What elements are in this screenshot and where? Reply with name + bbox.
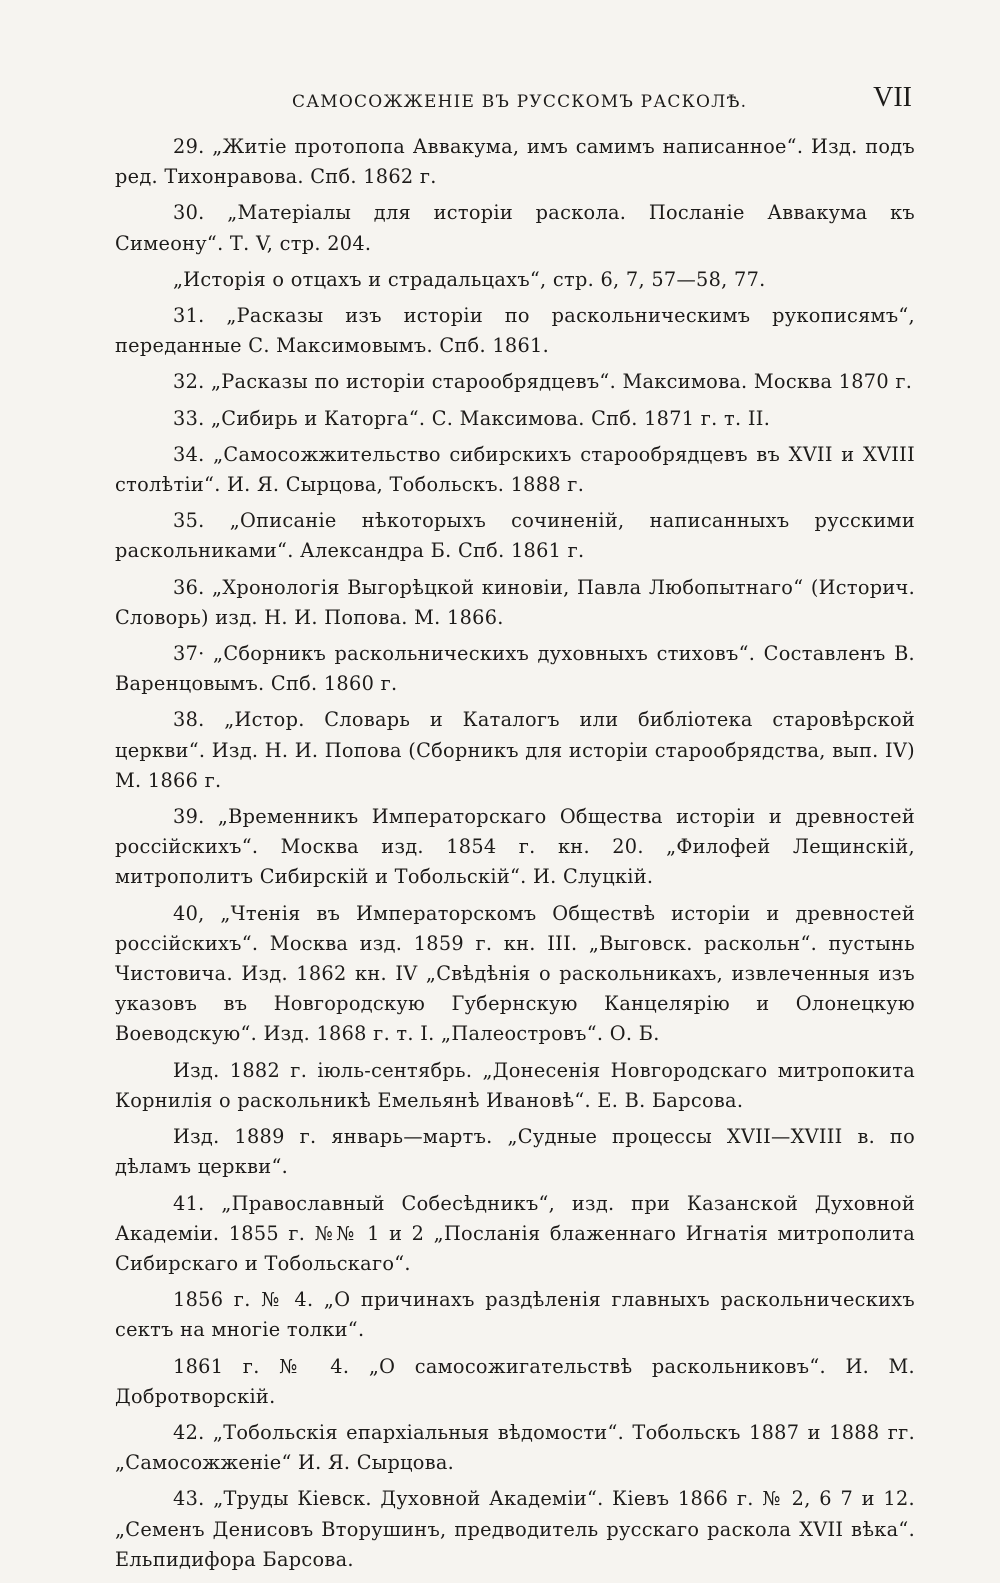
- entry-32: 32. „Расказы по исторіи старообрядцевъ“. Максимова. Москва 1870 г.: [173, 370, 913, 394]
- entry-30: 30. „Матеріалы для исторіи раскола. Посланіе Аввакума къ Симеону“. Т. V, стр. 204.: [115, 201, 915, 255]
- entry-41-1856: 1856 г. № 4. „О причинахъ раздѣленія главныхъ раскольническихъ сектъ на многіе толки“.: [115, 1288, 915, 1342]
- entry-41: 41. „Православный Собесѣдникъ“, изд. при Казанской Духовной Академіи. 1855 г. №№ 1 и 2 „Посланія блаженнаго Игнатія митрополита Сибирскаго и Тобольскаго“.: [115, 1191, 915, 1275]
- entry-40: 40, „Чтенія въ Императорскомъ Обществѣ исторіи и древностей россійскихъ“. Москва изд. 1859 г. кн. III. „Выговск. раскольн“. пустынь Чистовича. Изд. 1862 кн. IV „Свѣдѣнія о раскольникахъ, извлеченныя изъ указовъ въ Новгородскую Губернскую Канцелярію и Олонецкую Воеводскую“. Изд. 1868 г. т. I. „Палеостровъ“. О. Б.: [115, 901, 915, 1046]
- running-head: [112, 82, 912, 122]
- entry-31: 31. „Расказы изъ исторіи по раскольническимъ рукописямъ“, переданные С. Максимовымъ. Спб. 1861.: [115, 304, 915, 358]
- bibliography-list: [115, 132, 915, 1581]
- entry-35: 35. „Описаніе нѣкоторыхъ сочиненій, написанныхъ русскими раскольниками“. Александра Б. Спб. 1861 г.: [115, 509, 915, 563]
- entry-41-1861: 1861 г. № 4. „О самосожигательствѣ раскольниковъ“. И. М. Добротворскій.: [115, 1354, 915, 1408]
- entry-38: 38. „Истор. Словарь и Каталогъ или библіотека старовѣрской церкви“. Изд. Н. И. Попова (Сборникъ для исторіи старообрядства, вып. IV) М. 1866 г.: [115, 708, 915, 792]
- entry-40-1882: Изд. 1882 г. іюль-сентябрь. „Донесенія Новгородскаго митропокита Корнилія о раскольникѣ Емельянѣ Ивановѣ“. Е. В. Барсова.: [115, 1058, 915, 1112]
- entry-36: 36. „Хронологія Выгорѣцкой киновіи, Павла Любопытнаго“ (Историч. Словорь) изд. Н. И. Попова. М. 1866.: [115, 575, 915, 629]
- page-number: VII: [873, 82, 912, 113]
- entry-37: 37· „Сборникъ раскольническихъ духовныхъ стиховъ“. Составленъ В. Варенцовымъ. Спб. 1860 г.: [115, 642, 915, 696]
- entry-29: 29. „Житіе протопопа Аввакума, имъ самимъ написанное“. Изд. подъ ред. Тихонравова. Спб. 1862 г.: [115, 135, 915, 189]
- entry-40-1889: Изд. 1889 г. январь—мартъ. „Судные процессы XVII—XVIII в. по дѣламъ церкви“.: [115, 1125, 915, 1179]
- entry-42: 42. „Тобольскія епархіальныя вѣдомости“. Тобольскъ 1887 и 1888 гг. „Самосожженіе“ И. Я. Сырцова.: [115, 1420, 915, 1475]
- entry-30-continuation: „Исторія о отцахъ и страдальцахъ“, стр. 6, 7, 57—58, 77.: [173, 267, 766, 291]
- entry-34: 34. „Самосожжительство сибирскихъ старообрядцевъ въ XVII и XVIII столѣтіи“. И. Я. Сырцова, Тобольскъ. 1888 г.: [115, 442, 915, 497]
- running-title: САМОСОЖЖЕНІЕ ВЪ РУССКОМЪ РАСКОЛѢ.: [292, 92, 748, 112]
- entry-43: 43. „Труды Кіевск. Духовной Академіи“. Кіевъ 1866 г. № 2, 6 7 и 12. „Семенъ Денисовъ Вторушинъ, предводитель русскаго раскола XVII вѣка“. Ельпидифора Барсова.: [115, 1487, 915, 1571]
- entry-39: 39. „Временникъ Императорскаго Общества исторіи и древностей россійскихъ“. Москва изд. 1854 г. кн. 20. „Филофей Лещинскій, митрополитъ Сибирскій и Тобольскій“. И. Слуцкій.: [115, 805, 915, 889]
- entry-33: 33. „Сибирь и Каторга“. С. Максимова. Спб. 1871 г. т. II.: [173, 406, 771, 430]
